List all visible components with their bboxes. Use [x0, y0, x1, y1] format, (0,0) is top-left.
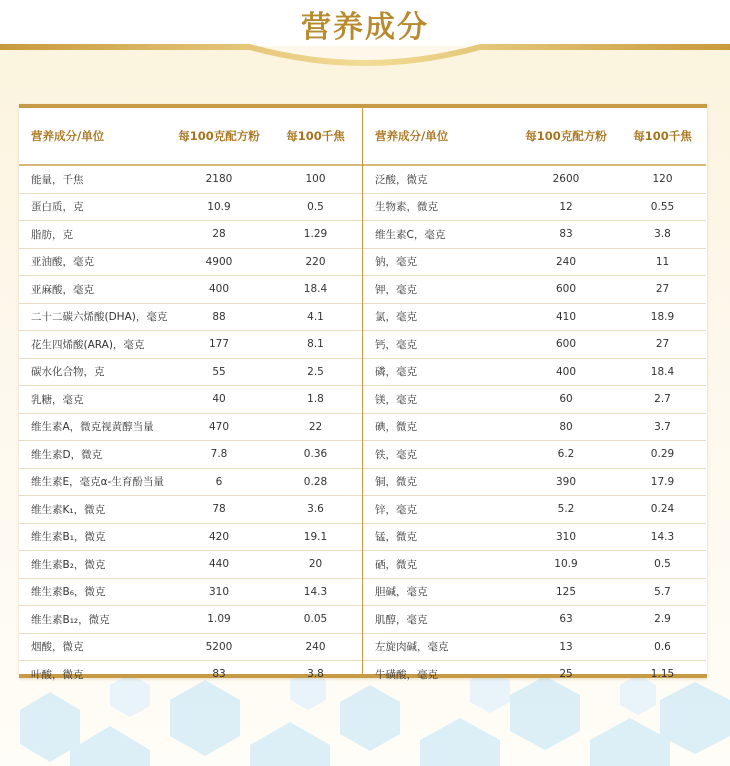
per-100kj-value: 1.29 — [303, 228, 328, 241]
per-100g-value: 6.2 — [557, 448, 575, 461]
per-100g-value: 80 — [559, 420, 573, 433]
nutrient-name: 维生素B₂，微克 — [31, 558, 106, 571]
per-100g-value: 40 — [212, 393, 226, 406]
nutrient-name: 碳水化合物，克 — [31, 366, 105, 379]
table-row — [363, 634, 706, 662]
table-row — [19, 551, 362, 579]
per-100g-value: 6 — [215, 475, 223, 488]
per-100kj-value: 17.9 — [650, 475, 675, 488]
per-100kj-value: 27 — [655, 338, 670, 351]
table-row — [363, 661, 706, 688]
table-row — [363, 496, 706, 524]
page-title: 营养成分 — [301, 10, 429, 45]
table-row — [19, 221, 362, 249]
nutrient-name: 硒，微克 — [375, 558, 417, 571]
nutrient-name: 铜，微克 — [375, 476, 417, 489]
table-row — [19, 469, 362, 497]
table-header — [363, 108, 706, 166]
per-100kj-value: 18.4 — [650, 365, 675, 378]
per-100kj-value: 18.4 — [303, 283, 328, 296]
table-row — [19, 414, 362, 442]
table-row — [363, 249, 706, 277]
table-row — [19, 524, 362, 552]
per-100g-value: 440 — [208, 558, 230, 571]
table-row — [19, 579, 362, 607]
nutrient-name: 花生四烯酸(ARA)，毫克 — [31, 338, 145, 351]
table-row — [19, 166, 362, 194]
per-100g-value: 12 — [559, 200, 573, 213]
per-100kj-value: 0.05 — [303, 613, 328, 626]
per-100kj-value: 2.9 — [654, 613, 671, 626]
nutrient-name: 泛酸，微克 — [375, 173, 428, 186]
table-row — [19, 634, 362, 662]
per-100kj-value: 0.5 — [307, 200, 324, 213]
per-100g-value: 5200 — [205, 640, 233, 653]
per-100g-value: 78 — [212, 503, 226, 516]
table-row — [19, 606, 362, 634]
per-100g-value: 240 — [555, 255, 577, 268]
table-row — [19, 496, 362, 524]
per-100kj-value: 19.1 — [303, 530, 328, 543]
table-row — [363, 551, 706, 579]
nutrition-table — [19, 104, 707, 681]
table-row — [19, 386, 362, 414]
table-row — [363, 194, 706, 222]
table-row — [363, 606, 706, 634]
nutrient-name: 维生素A，微克视黄醇当量 — [31, 421, 154, 434]
per-100kj-value: 240 — [305, 640, 326, 653]
per-100g-value: 10.9 — [554, 558, 578, 571]
per-100kj-value: 1.8 — [307, 393, 324, 406]
per-100g-value: 28 — [212, 228, 226, 241]
table-row — [363, 359, 706, 387]
per-100kj-value: 27 — [655, 283, 670, 296]
table-row — [19, 194, 362, 222]
per-100kj-value: 3.7 — [654, 420, 671, 433]
nutrient-name: 烟酸，微克 — [31, 641, 84, 654]
per-100kj-value: 3.8 — [654, 228, 671, 241]
per-100kj-value: 1.15 — [650, 668, 675, 681]
header-per-100g: 每100克配方粉 — [178, 129, 260, 143]
per-100g-value: 63 — [559, 613, 573, 626]
per-100g-value: 177 — [208, 338, 230, 351]
per-100kj-value: 3.8 — [307, 668, 324, 681]
nutrient-name: 氯，毫克 — [375, 311, 417, 324]
nutrient-name: 磷，毫克 — [375, 366, 417, 379]
nutrient-name: 钠，毫克 — [375, 256, 417, 269]
nutrient-name: 钙，毫克 — [375, 338, 417, 351]
per-100kj-value: 0.24 — [650, 503, 675, 516]
nutrient-name: 亚油酸，毫克 — [31, 256, 94, 269]
nutrient-name: 维生素B₆，微克 — [31, 586, 106, 599]
per-100g-value: 420 — [208, 530, 230, 543]
per-100g-value: 400 — [208, 283, 230, 296]
header-per-100kj: 每100千焦 — [286, 129, 345, 143]
per-100kj-value: 14.3 — [650, 530, 675, 543]
per-100g-value: 7.8 — [210, 448, 228, 461]
table-row — [363, 331, 706, 359]
nutrient-name: 碘，微克 — [375, 421, 417, 434]
header-name: 营养成分/单位 — [31, 129, 105, 143]
table-row — [19, 661, 362, 688]
nutrient-name: 钾，毫克 — [375, 283, 417, 296]
per-100g-value: 83 — [559, 228, 573, 241]
nutrient-name: 乳糖，毫克 — [31, 393, 84, 406]
per-100kj-value: 11 — [655, 255, 670, 268]
per-100kj-value: 0.29 — [650, 448, 675, 461]
per-100kj-value: 0.36 — [303, 448, 328, 461]
per-100g-value: 310 — [208, 585, 230, 598]
per-100g-value: 400 — [555, 365, 577, 378]
nutrient-name: 二十二碳六烯酸(DHA)，毫克 — [31, 311, 168, 324]
table-row — [19, 359, 362, 387]
per-100g-value: 60 — [559, 393, 573, 406]
per-100g-value: 390 — [555, 475, 577, 488]
per-100g-value: 25 — [559, 668, 573, 681]
nutrient-name: 牛磺酸，毫克 — [375, 668, 438, 681]
per-100kj-value: 0.5 — [654, 558, 671, 571]
per-100g-value: 83 — [212, 668, 226, 681]
nutrient-name: 维生素C，毫克 — [375, 228, 446, 241]
per-100kj-value: 100 — [305, 173, 326, 186]
table-row — [19, 304, 362, 332]
per-100g-value: 88 — [212, 310, 226, 323]
nutrient-name: 左旋肉碱，毫克 — [375, 641, 449, 654]
table-row — [363, 579, 706, 607]
per-100kj-value: 120 — [652, 173, 673, 186]
nutrition-table-left — [19, 108, 363, 681]
per-100kj-value: 4.1 — [307, 310, 324, 323]
table-row — [19, 249, 362, 277]
header-name: 营养成分/单位 — [375, 129, 449, 143]
table-row — [363, 221, 706, 249]
per-100g-value: 125 — [555, 585, 577, 598]
nutrient-name: 叶酸，微克 — [31, 668, 84, 681]
header-per-100g: 每100克配方粉 — [525, 129, 607, 143]
nutrition-table-right — [363, 108, 706, 681]
table-row — [363, 469, 706, 497]
nutrient-name: 锰，微克 — [375, 531, 417, 544]
nutrient-name: 维生素B₁，微克 — [31, 531, 106, 544]
per-100g-value: 410 — [555, 310, 577, 323]
nutrient-name: 镁，毫克 — [375, 393, 417, 406]
per-100g-value: 2180 — [205, 173, 233, 186]
nutrient-name: 能量，千焦 — [31, 173, 84, 186]
nutrient-name: 生物素，微克 — [375, 201, 438, 214]
table-row — [363, 304, 706, 332]
per-100kj-value: 14.3 — [303, 585, 328, 598]
table-row — [363, 166, 706, 194]
table-row — [363, 524, 706, 552]
per-100g-value: 55 — [212, 365, 226, 378]
per-100g-value: 600 — [555, 283, 577, 296]
per-100kj-value: 2.5 — [307, 365, 324, 378]
per-100kj-value: 8.1 — [307, 338, 324, 351]
nutrient-name: 肌醇，毫克 — [375, 613, 428, 626]
table-row — [363, 276, 706, 304]
nutrient-name: 亚麻酸，毫克 — [31, 283, 94, 296]
nutrient-name: 维生素E，毫克α-生育酚当量 — [31, 476, 164, 489]
table-row — [363, 414, 706, 442]
nutrient-name: 脂肪，克 — [31, 228, 73, 241]
per-100g-value: 470 — [208, 420, 230, 433]
table-row — [363, 386, 706, 414]
per-100kj-value: 0.6 — [654, 640, 671, 653]
per-100kj-value: 20 — [308, 558, 323, 571]
table-row — [19, 441, 362, 469]
per-100kj-value: 22 — [308, 420, 323, 433]
per-100kj-value: 18.9 — [650, 310, 675, 323]
per-100g-value: 310 — [555, 530, 577, 543]
table-header — [19, 108, 362, 166]
per-100g-value: 4900 — [205, 255, 233, 268]
header-per-100kj: 每100千焦 — [633, 129, 692, 143]
per-100g-value: 1.09 — [207, 613, 231, 626]
per-100g-value: 10.9 — [207, 200, 231, 213]
per-100kj-value: 2.7 — [654, 393, 671, 406]
per-100kj-value: 3.6 — [307, 503, 324, 516]
per-100g-value: 600 — [555, 338, 577, 351]
per-100g-value: 2600 — [552, 173, 580, 186]
nutrient-name: 维生素B₁₂，微克 — [31, 613, 110, 626]
nutrient-name: 维生素K₁，微克 — [31, 503, 106, 516]
nutrient-name: 胆碱，毫克 — [375, 586, 428, 599]
per-100kj-value: 220 — [305, 255, 326, 268]
per-100g-value: 5.2 — [557, 503, 575, 516]
nutrient-name: 锌，毫克 — [375, 503, 417, 516]
nutrient-name: 蛋白质，克 — [31, 201, 84, 214]
table-row — [19, 276, 362, 304]
nutrient-name: 维生素D，微克 — [31, 448, 103, 461]
per-100kj-value: 0.55 — [650, 200, 675, 213]
per-100g-value: 13 — [559, 640, 573, 653]
nutrient-name: 铁，毫克 — [375, 448, 417, 461]
per-100kj-value: 5.7 — [654, 585, 671, 598]
table-row — [19, 331, 362, 359]
table-row — [363, 441, 706, 469]
per-100kj-value: 0.28 — [303, 475, 328, 488]
